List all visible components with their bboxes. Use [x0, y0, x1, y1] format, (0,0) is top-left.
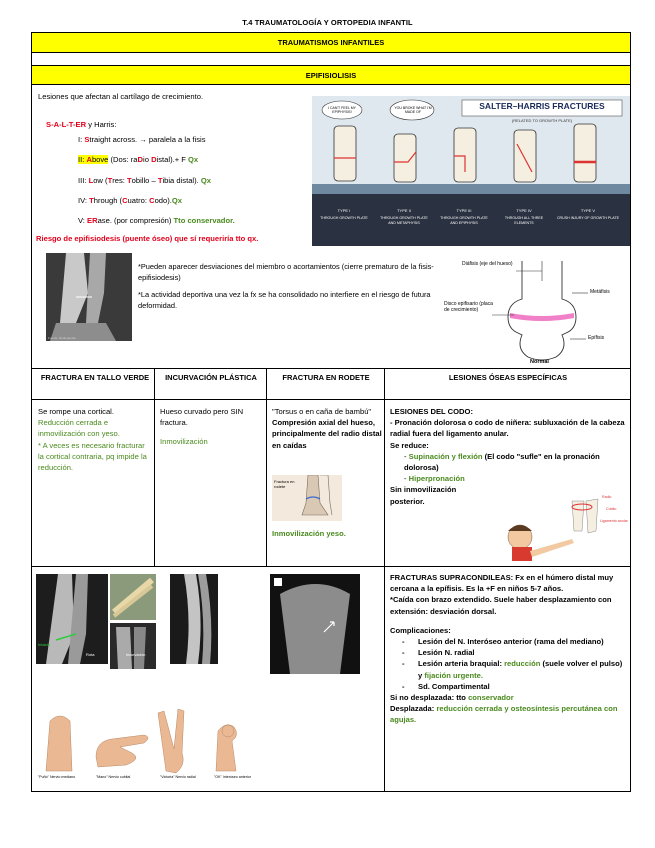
salter-type-iv: IV: Through (Cuatro: Codo).Qx — [78, 196, 183, 205]
header-tallo-verde: FRACTURA EN TALLO VERDE — [40, 373, 150, 382]
document-table — [31, 32, 631, 792]
label-epifisis: Epífisis — [588, 335, 605, 341]
xray-tallo-verde-2 — [110, 574, 156, 620]
salter-harris-subtitle: (RELATED TO GROWTH PLATE) — [511, 118, 573, 123]
incurvacion-text: Hueso curvado pero SIN fractura. Inmovilización — [160, 407, 244, 447]
xray-caption: Fuente: Radiopaedia — [48, 336, 76, 340]
desplazada: Desplazada: reducción cerrada y osteosíntesis percutánea con agujas. — [390, 704, 618, 725]
xray-label-intacta: Intacta — [38, 642, 51, 647]
codo-label: Cúbito — [606, 507, 617, 511]
codo-label: Ligamento anular — [600, 519, 628, 523]
no-desplazada: Si no desplazada: tto conservador — [390, 693, 514, 703]
section-bar-epifisiolisis: EPIFISIOLISIS — [32, 65, 630, 85]
label-diafisis: Diáfisis (eje del hueso) — [462, 261, 513, 267]
salter-heading: S-A-L-T-ER y Harris: — [46, 120, 117, 129]
salter-type-ii: II: Above (Dos: raDio Distal).+ F Qx — [78, 155, 199, 164]
salter-harris-title: SALTER–HARRIS FRACTURES — [479, 101, 605, 111]
codo-step-2: - Hiperpronación — [404, 474, 465, 484]
xray-incurvacion-drawing — [170, 574, 218, 664]
divider — [154, 368, 155, 566]
salter-type-iii: III: Low (Tres: Tobillo – Tibia distal). Qx — [78, 176, 212, 185]
type-desc: THROUGH GROWTH PLATE AND EPIPHYSIS — [440, 216, 488, 225]
note-deviations: *Pueden aparecer desviaciones del miembro o acortamientos (cierre prematuro de la fisis- epifisiodesis) — [138, 262, 434, 282]
page-title: T.4 TRAUMATOLOGÍA Y ORTOPEDIA INFANTIL — [242, 18, 413, 27]
hand-caption: "Mano" Nervio cubital — [96, 775, 131, 779]
comp-item-4: - Sd. Compartimental — [402, 681, 490, 691]
type-label: TYPE I — [337, 208, 351, 213]
xray-tallo-3-drawing — [110, 623, 156, 669]
comp-item-3: - Lesión arteria braquial: reducción (suele volver el pulso) y fijación urgente. — [402, 659, 623, 680]
rodete-img-label: Fractura en rodete — [274, 479, 295, 489]
rodete-treatment: Inmovilización yeso. — [272, 529, 346, 538]
bubble-2: YOU BROKE WHAT I'M MADE OF — [394, 106, 432, 114]
divider — [32, 399, 630, 400]
type-desc: CRUSH INJURY OF GROWTH PLATE — [556, 216, 620, 220]
intro-text: Lesiones que afectan al cartílago de crecimiento. — [38, 92, 204, 101]
hand-signs-illustration — [36, 701, 276, 789]
section-bar-traumatismos: TRAUMATISMOS INFANTILES — [32, 33, 630, 53]
tallo-verde-text: Se rompe una cortical. Reducción cerrada e inmovilización con yeso. * A veces es necesario fracturar la cortical contraria, pq impide la reducción. — [38, 407, 147, 473]
xray-label-incurvacion: Incurvación — [126, 653, 146, 657]
label-normal: Normal — [530, 359, 549, 365]
epifisiolisis-xray — [46, 253, 132, 341]
label-metafisis: Metáfisis — [590, 289, 610, 295]
xray-incurvacion — [170, 574, 218, 664]
divider — [266, 368, 267, 566]
bone-anatomy-diagram — [444, 253, 630, 365]
header-rodete: FRACTURA EN RODETE — [282, 373, 370, 382]
salter-type-i: I: Straight across. → paralela a la fisis — [78, 135, 206, 144]
type-label: TYPE V — [580, 208, 596, 213]
codo-illustration — [502, 481, 630, 561]
xray-drawing — [46, 253, 132, 341]
label-disco: Disco epifisario (placa de crecimiento) — [444, 301, 493, 313]
note-sport: *La actividad deportiva una vez la fx se ha consolidado no interfiere en el riesgo de futura deformidad. — [138, 290, 431, 310]
type-desc: THROUGH ALL THREE ELEMENTS — [504, 216, 544, 225]
header-lesiones: LESIONES ÓSEAS ESPECÍFICAS — [448, 373, 568, 382]
xray-rodete — [270, 574, 360, 674]
supracondileas-text: FRACTURAS SUPRACONDILEAS: Fx en el húmero distal muy cercana a la epífisis. Es la +F en niños 5-7 años. *Caída con brazo extendido. Suele haber desplazamiento con extensión: desviación dorsal. Complicaciones: - Lesión del N. Interóseo anterior (rama del mediano) - Lesión N. radial - Lesión arteria braquial: reducción (suele volver el pulso) y fijación urgente. - Sd. Compartimental Si no desplazada: tto conservador Desplazada: reducción cerrada y osteosíntesis percutánea con agujas. — [390, 572, 628, 726]
type-label: TYPE II — [397, 208, 411, 213]
type-desc: THROUGH GROWTH PLATE — [320, 216, 368, 220]
salter-type-v: V: ERase. (por compresión) Tto conservador. — [78, 216, 235, 225]
riesgo-text: Riesgo de epifisiodesis (puente óseo) que sí requeriría tto qx. — [36, 234, 259, 243]
type-label: TYPE IV — [516, 208, 532, 213]
salter-harris-illustration — [312, 96, 630, 246]
codo-label: Radio — [602, 495, 612, 499]
rodete-text: "Torsus o en caña de bambú" Compresión axial del hueso, principalmente del radio distal en caídas — [272, 407, 382, 450]
xray-rodete-drawing — [270, 574, 360, 674]
bubble-1: I CAN'T FEEL MY EPIPHYSIS! — [328, 106, 356, 114]
divider — [32, 566, 630, 567]
hand-caption: "OK" Interóseo anterior — [214, 775, 251, 779]
type-desc: THROUGH GROWTH PLATE AND METAPHYSIS — [380, 216, 428, 225]
xray-tallo-drawing — [36, 574, 108, 664]
xray-tallo-verde-3 — [110, 623, 156, 669]
codo-step-1: - Supinación y flexión (El codo "sufle" en la pronación dolorosa) — [404, 451, 600, 473]
comp-item-2: - Lesión N. radial — [402, 648, 475, 658]
divider — [32, 368, 630, 369]
type-label: TYPE III — [456, 208, 472, 213]
comp-item-1: - Lesión del N. Interóseo anterior (rama del mediano) — [402, 637, 604, 647]
hand-caption: "Victoria" Nervio radial — [160, 775, 196, 779]
hand-caption: "Puño" Nervio mediano — [38, 775, 76, 779]
rodete-illustration — [272, 475, 342, 521]
xray-tallo-verde — [36, 574, 108, 664]
header-incurvacion: INCURVACIÓN PLÁSTICA — [165, 373, 257, 382]
divider — [384, 368, 385, 792]
xray-label-rota: Rota — [86, 652, 95, 657]
xray-tallo-2-drawing — [110, 574, 156, 620]
lesiones-codo-text: LESIONES DEL CODO: - Pronación dolorosa o codo de niñera: subluxación de la cabeza radial fuera del ligamento anular. Se reduce: - Supinación y flexión (El codo "sufle" en la pronación dolorosa) - Hiperpronación Sin inmovilización posterior. — [390, 406, 628, 507]
